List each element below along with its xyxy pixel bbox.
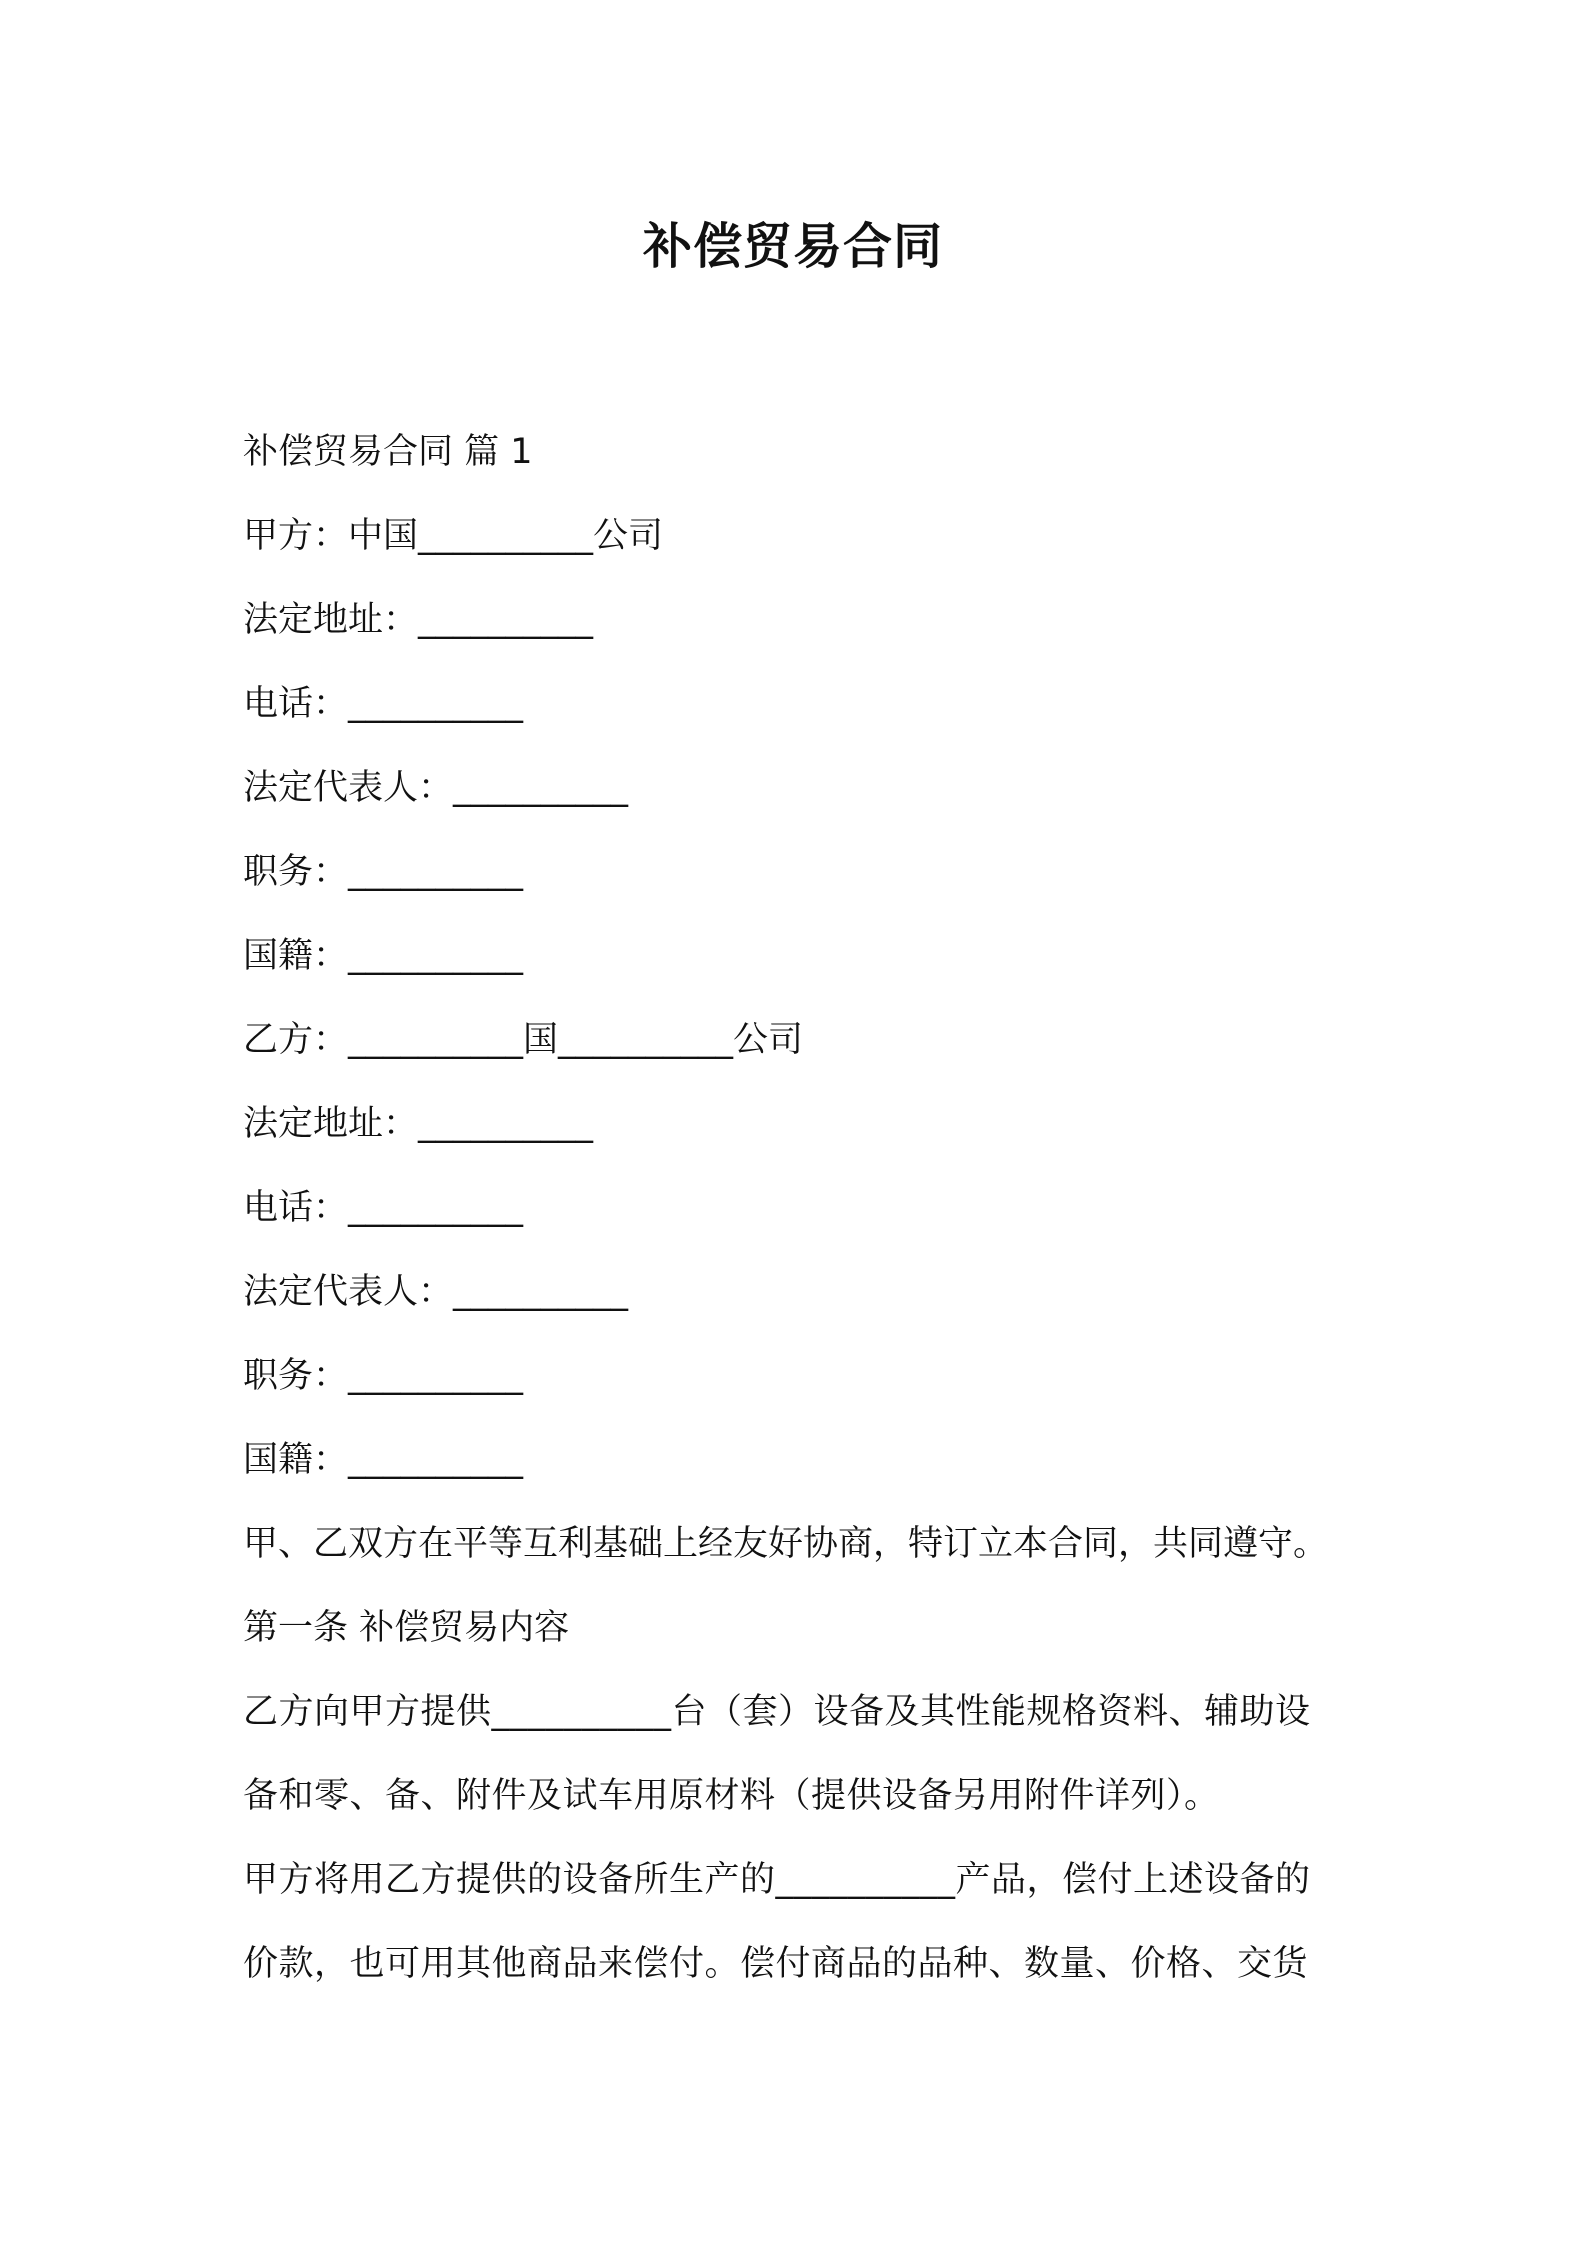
party-a-name: 甲方：中国__________公司 [243, 516, 664, 556]
article-one-paragraph-1: 乙方向甲方提供__________台（套）设备及其性能规格资料、辅助设 备和零、备、附件及试车用原材料（提供设备另用附件详列）。 [243, 1692, 1311, 1816]
party-a-nationality: 国籍：__________ [243, 936, 524, 976]
party-a-phone: 电话：__________ [243, 684, 524, 724]
party-b-address: 法定地址：__________ [243, 1104, 594, 1144]
section-heading: 补偿贸易合同 篇 1 [243, 432, 533, 472]
party-a-position: 职务：__________ [243, 852, 524, 892]
document-title: 补偿贸易合同 [642, 218, 943, 275]
preamble-text: 甲、乙双方在平等互利基础上经友好协商，特订立本合同，共同遵守。 [243, 1524, 1329, 1564]
article-one-heading: 第一条 补偿贸易内容 [243, 1608, 570, 1648]
party-a-representative: 法定代表人：__________ [243, 768, 629, 808]
party-b-position: 职务：__________ [243, 1356, 524, 1396]
article-one-paragraph-2: 甲方将用乙方提供的设备所生产的__________产品，偿付上述设备的 价款，也可用其他商品来偿付。偿付商品的品种、数量、价格、交货 [243, 1860, 1311, 1984]
party-b-name: 乙方：__________国__________公司 [243, 1020, 804, 1060]
party-b-phone: 电话：__________ [243, 1188, 524, 1228]
document-body [243, 410, 1363, 2006]
party-a-address: 法定地址：__________ [243, 600, 594, 640]
party-b-representative: 法定代表人：__________ [243, 1272, 629, 1312]
party-b-nationality: 国籍：__________ [243, 1440, 524, 1480]
